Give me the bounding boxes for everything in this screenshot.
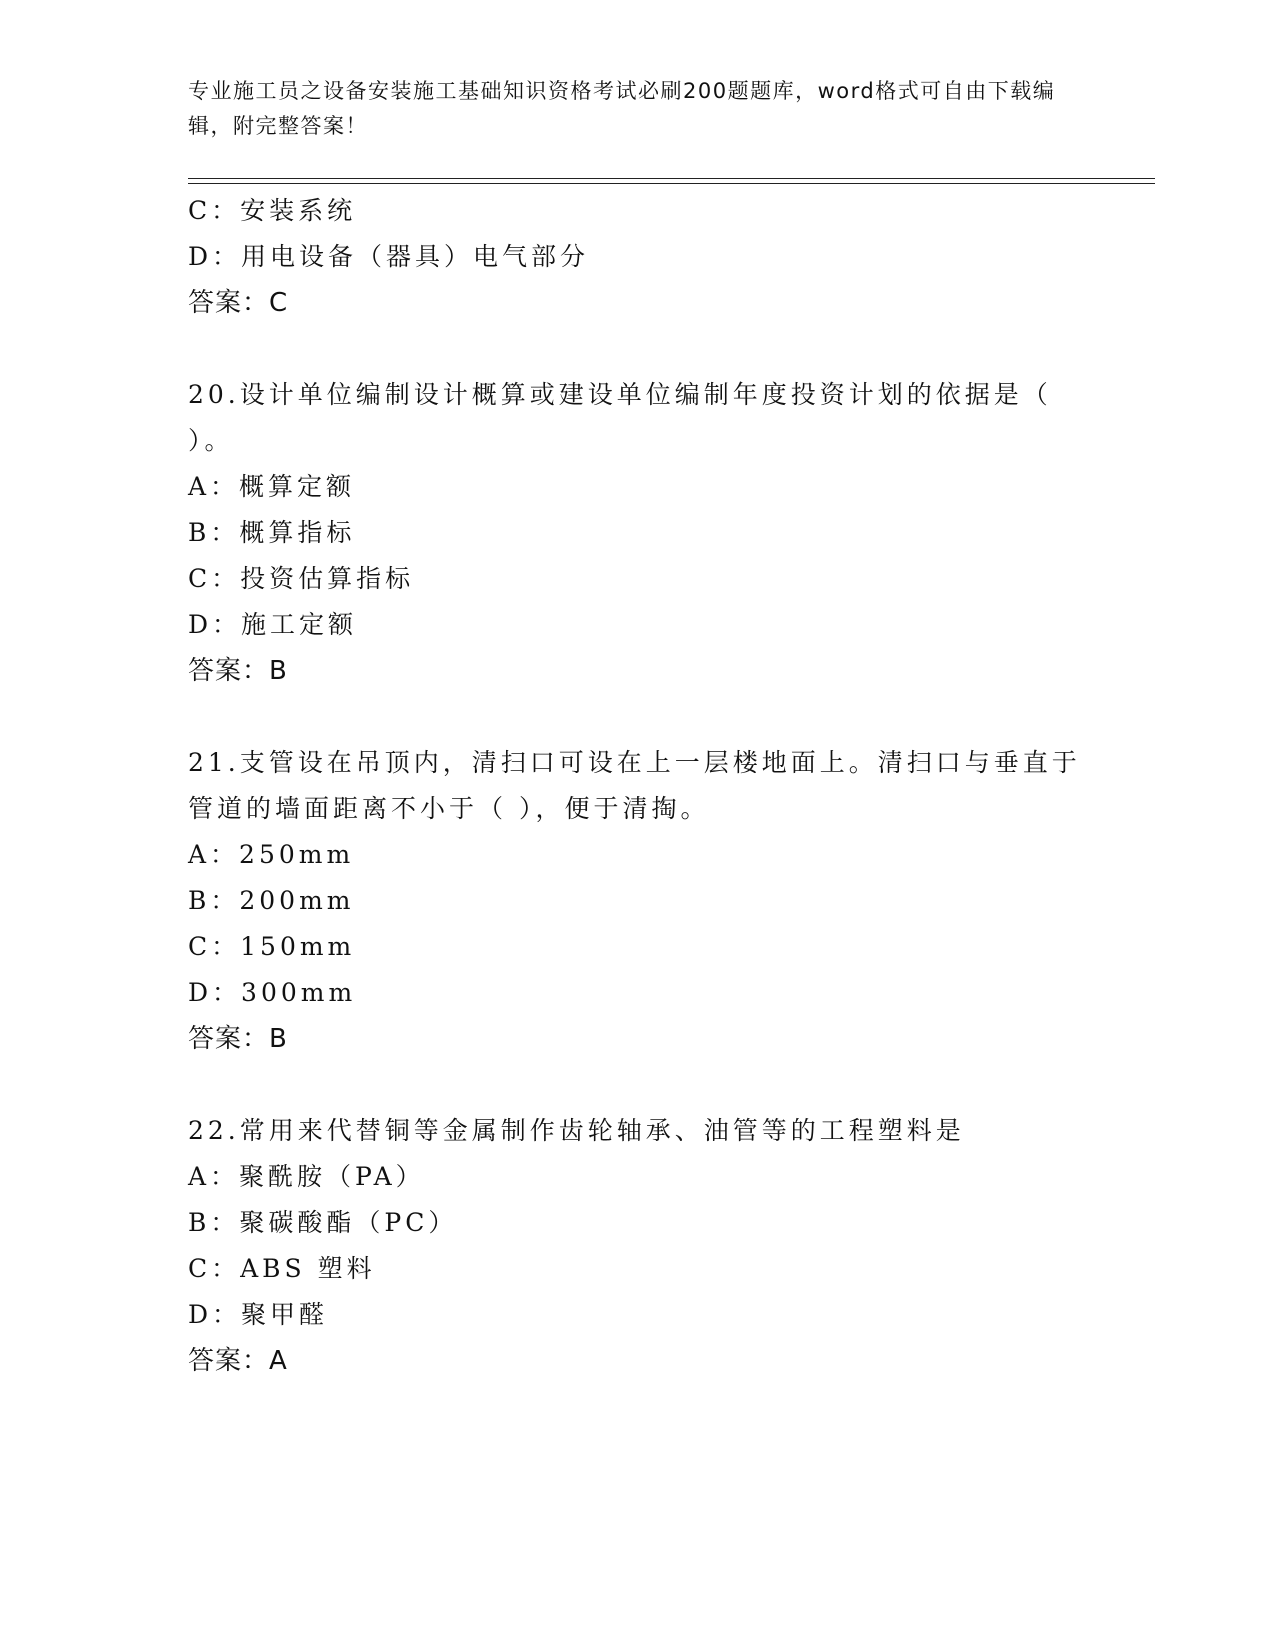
- option-a: A：250mm: [188, 840, 355, 869]
- option-b: B：聚碳酸酯（PC）: [188, 1208, 458, 1237]
- answer-line: 答案：B: [188, 1024, 288, 1054]
- answer-line: 答案：C: [188, 288, 289, 318]
- question-text: 20.设计单位编制设计概算或建设单位编制年度投资计划的依据是（: [188, 380, 1052, 409]
- question-21: [188, 740, 1088, 1062]
- header-rule-bottom: [188, 183, 1155, 184]
- option-c: C：150mm: [188, 932, 356, 961]
- option-d: D：用电设备（器具）电气部分: [188, 242, 590, 271]
- option-c: C：投资估算指标: [188, 564, 415, 593]
- option-c: C：安装系统: [188, 196, 357, 225]
- question-text: 22.常用来代替铜等金属制作齿轮轴承、油管等的工程塑料是: [188, 1116, 965, 1145]
- document-body: [188, 188, 1088, 1384]
- option-d: D：施工定额: [188, 610, 358, 639]
- question-text: 管道的墙面距离不小于（ ），便于清掏。: [188, 794, 710, 823]
- answer-line: 答案：A: [188, 1346, 288, 1376]
- option-d: D：聚甲醛: [188, 1300, 329, 1329]
- question-19-partial: [188, 188, 1088, 326]
- option-b: B：概算指标: [188, 518, 356, 547]
- option-d: D：300mm: [188, 978, 357, 1007]
- header-rule-top: [188, 178, 1155, 179]
- question-20: [188, 372, 1088, 694]
- option-a: A：聚酰胺（PA）: [188, 1162, 425, 1191]
- option-c: C：ABS 塑料: [188, 1254, 376, 1283]
- question-text: ）。: [188, 426, 234, 455]
- document-header: 专业施工员之设备安装施工基础知识资格考试必刷200题题库，word格式可自由下载编辑，附完整答案！: [188, 79, 1056, 138]
- question-22: [188, 1108, 1088, 1384]
- option-b: B：200mm: [188, 886, 355, 915]
- question-text: 21.支管设在吊顶内，清扫口可设在上一层楼地面上。清扫口与垂直于: [188, 748, 1081, 777]
- option-a: A：概算定额: [188, 472, 356, 501]
- answer-line: 答案：B: [188, 656, 288, 686]
